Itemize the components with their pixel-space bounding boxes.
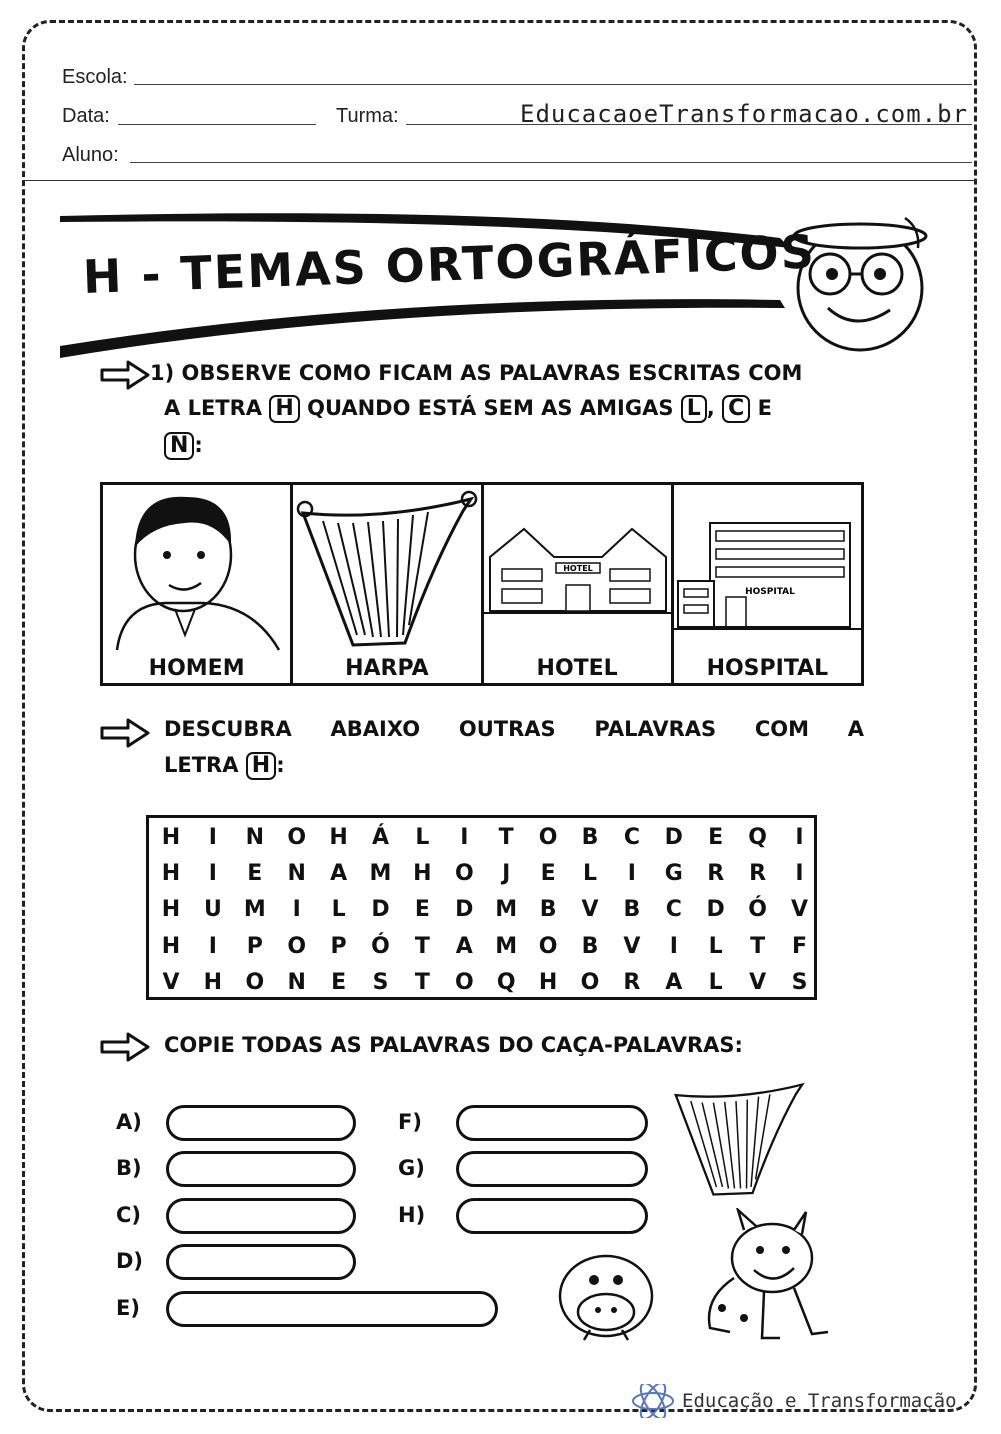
- word-search-letter[interactable]: A: [330, 861, 348, 887]
- data-label: Data:: [62, 105, 110, 127]
- instruction-1-line2: [164, 391, 772, 426]
- answer-box-f[interactable]: [456, 1105, 648, 1141]
- word-search-letter[interactable]: N: [245, 825, 264, 850]
- word-search-letter[interactable]: J: [502, 861, 511, 887]
- instruction-text: QUANDO ESTÁ SEM AS AMIGAS: [307, 396, 674, 420]
- word-search-letter[interactable]: D: [706, 897, 725, 923]
- letter-n-box: N: [164, 432, 194, 460]
- word-search-letter[interactable]: H: [329, 825, 348, 850]
- word-search-letter[interactable]: N: [287, 861, 306, 887]
- picture-label-harpa: HARPA: [345, 656, 429, 681]
- word-search-letter[interactable]: O: [287, 933, 307, 959]
- word-search-letter[interactable]: F: [791, 933, 808, 959]
- hippo-icon: [554, 1250, 658, 1346]
- word-search-letter[interactable]: P: [330, 933, 347, 959]
- answer-box-g[interactable]: [456, 1151, 648, 1187]
- header-separator: [22, 180, 977, 181]
- logo-icon: [630, 1384, 676, 1418]
- word-search-letter[interactable]: T: [414, 933, 430, 959]
- word-search-letter[interactable]: O: [245, 969, 265, 995]
- arrow-right-icon: [100, 1032, 150, 1062]
- escola-field[interactable]: [134, 84, 972, 85]
- word-search-letter[interactable]: L: [582, 861, 598, 887]
- pictures-row: [100, 482, 864, 686]
- word-search-letter[interactable]: D: [371, 897, 390, 923]
- instruction-1: [150, 356, 802, 391]
- picture-label-hospital: HOSPITAL: [706, 656, 829, 681]
- word-search-letter[interactable]: V: [581, 897, 599, 923]
- colon: :: [194, 433, 203, 457]
- word-search-letter[interactable]: L: [415, 825, 430, 850]
- word-search-letter[interactable]: O: [287, 825, 307, 850]
- word-search-letter[interactable]: C: [623, 825, 640, 850]
- word-search-letter[interactable]: O: [454, 861, 474, 887]
- word-search-letter[interactable]: V: [623, 933, 641, 959]
- word-search-letter[interactable]: A: [455, 933, 473, 959]
- instruction-3: COPIE TODAS AS PALAVRAS DO CAÇA-PALAVRAS:: [164, 1033, 743, 1057]
- word-search-letter[interactable]: I: [669, 933, 678, 959]
- letter-c-box: C: [722, 395, 750, 423]
- word-search-row: [149, 820, 814, 856]
- word-search-letter[interactable]: T: [498, 825, 514, 850]
- word-search-letter[interactable]: E: [331, 969, 347, 995]
- answer-box-d[interactable]: [166, 1244, 356, 1280]
- answer-label-a: A): [116, 1110, 142, 1134]
- word-search-letter[interactable]: M: [495, 897, 518, 923]
- word-search-grid: [146, 815, 817, 1000]
- word-search-letter[interactable]: O: [538, 825, 558, 850]
- answer-label-h: H): [398, 1203, 426, 1227]
- hotel-sign: HOTEL: [562, 564, 593, 573]
- picture-hotel: [484, 485, 674, 683]
- instruction-text: A LETRA: [164, 396, 263, 420]
- word-search-row: [149, 856, 814, 892]
- answer-box-h[interactable]: [456, 1198, 648, 1234]
- word-search-letter[interactable]: E: [247, 861, 263, 887]
- word-search-letter[interactable]: N: [287, 969, 306, 995]
- turma-label: Turma:: [336, 105, 399, 127]
- word-search-letter[interactable]: R: [707, 861, 725, 887]
- answer-label-d: D): [116, 1249, 144, 1273]
- word-search-letter[interactable]: O: [454, 969, 474, 995]
- footer-brand: Educação e Transformação: [682, 1390, 957, 1412]
- word-search-letter[interactable]: H: [538, 969, 558, 995]
- word-search-letter[interactable]: P: [246, 933, 263, 959]
- word-search-letter[interactable]: T: [414, 969, 430, 995]
- word-search-letter[interactable]: C: [665, 897, 682, 923]
- answer-label-b: B): [116, 1156, 142, 1180]
- word-search-letter[interactable]: E: [414, 897, 430, 923]
- picture-label-hotel: HOTEL: [536, 656, 618, 681]
- word-search-letter[interactable]: G: [664, 861, 683, 887]
- word-search-letter[interactable]: V: [162, 969, 180, 995]
- word-search-letter[interactable]: O: [580, 969, 600, 995]
- instruction-1-line3: [164, 428, 203, 463]
- man-icon: [103, 485, 291, 655]
- hospital-sign: HOSPITAL: [744, 587, 795, 597]
- arrow-right-icon: [100, 718, 150, 748]
- word-search-letter[interactable]: M: [243, 897, 266, 923]
- word-search-letter[interactable]: E: [708, 825, 724, 850]
- harp-icon: [293, 485, 481, 655]
- word-search-letter[interactable]: E: [540, 861, 556, 887]
- word-search-letter[interactable]: H: [161, 861, 181, 887]
- word-search-letter[interactable]: H: [203, 969, 223, 995]
- word-search-row: [149, 929, 814, 965]
- picture-label-homem: HOMEM: [148, 656, 245, 681]
- word-search-letter[interactable]: I: [627, 861, 636, 887]
- hotel-icon: [484, 485, 672, 655]
- word-search-letter[interactable]: Q: [496, 969, 516, 995]
- word-search-letter[interactable]: U: [203, 897, 222, 923]
- word-search-letter[interactable]: I: [208, 861, 217, 887]
- conjunction: E: [757, 396, 772, 420]
- word-search-letter[interactable]: H: [161, 825, 181, 850]
- word-search-letter[interactable]: L: [331, 897, 346, 923]
- word-search-letter[interactable]: S: [791, 969, 808, 995]
- comma: ,: [706, 396, 715, 420]
- word-search-letter[interactable]: R: [623, 969, 641, 995]
- page-title: H - TEMAS ORTOGRÁFICOS: [82, 224, 817, 304]
- word-search-letter[interactable]: R: [749, 861, 767, 887]
- hyena-icon: [694, 1208, 830, 1346]
- word-search-letter[interactable]: I: [460, 825, 469, 850]
- word-search-letter[interactable]: Q: [748, 825, 767, 850]
- word-search-row: [149, 965, 814, 1001]
- word-search-letter[interactable]: L: [708, 969, 723, 995]
- word-search-letter[interactable]: Ó: [371, 933, 390, 959]
- word-search-letter[interactable]: S: [372, 969, 389, 995]
- picture-harpa: [293, 485, 483, 683]
- aluno-field[interactable]: [130, 162, 972, 163]
- letter-l-box: L: [681, 395, 707, 423]
- website-url: EducacaoeTransformacao.com.br: [520, 100, 969, 128]
- letter-h-box: H: [246, 752, 276, 780]
- word-search-letter[interactable]: L: [708, 933, 723, 959]
- word-search-letter[interactable]: B: [581, 825, 599, 850]
- word-search-letter[interactable]: D: [455, 897, 474, 923]
- word-search-letter[interactable]: Á: [371, 825, 390, 850]
- harp-icon: [664, 1074, 814, 1202]
- picture-homem: [103, 485, 293, 683]
- arrow-right-icon: [100, 360, 150, 390]
- word-search-letter[interactable]: B: [539, 897, 557, 923]
- word-search-letter[interactable]: B: [623, 897, 641, 923]
- answer-box-b[interactable]: [166, 1151, 356, 1187]
- word-search-letter[interactable]: H: [161, 897, 181, 923]
- word-search-letter[interactable]: M: [369, 861, 392, 887]
- escola-label: Escola:: [62, 66, 128, 88]
- word-search-letter[interactable]: B: [581, 933, 599, 959]
- word-search-letter[interactable]: H: [413, 861, 432, 887]
- hospital-icon: [674, 485, 862, 655]
- colon: :: [276, 753, 285, 777]
- answer-box-e[interactable]: [166, 1291, 498, 1327]
- word-search-letter[interactable]: I: [292, 897, 301, 923]
- answer-box-a[interactable]: [166, 1105, 356, 1141]
- word-search-letter[interactable]: I: [795, 861, 804, 887]
- answer-label-g: G): [398, 1156, 425, 1180]
- letter-h-box: H: [269, 395, 299, 423]
- instruction-2-line1: DESCUBRA ABAIXO OUTRAS PALAVRAS COM A: [164, 717, 864, 741]
- word-search-letter[interactable]: I: [795, 825, 804, 850]
- word-search-row: [149, 892, 814, 928]
- instruction-1-line1: 1) OBSERVE COMO FICAM AS PALAVRAS ESCRITAS COM: [150, 361, 803, 385]
- aluno-label: Aluno:: [62, 144, 119, 166]
- answer-label-e: E): [116, 1296, 140, 1320]
- word-search-letter[interactable]: O: [538, 933, 558, 959]
- answer-label-f: F): [398, 1110, 422, 1134]
- word-search-letter[interactable]: M: [495, 933, 518, 959]
- instruction-2-line2: [164, 748, 285, 783]
- word-search-letter[interactable]: H: [161, 933, 181, 959]
- instruction-text: LETRA: [164, 753, 239, 777]
- word-search-letter[interactable]: Ó: [748, 897, 767, 923]
- picture-hospital: [674, 485, 861, 683]
- word-search-letter[interactable]: I: [208, 933, 217, 959]
- word-search-letter[interactable]: D: [664, 825, 683, 850]
- answer-label-c: C): [116, 1203, 142, 1227]
- word-search-letter[interactable]: V: [749, 969, 767, 995]
- answer-box-c[interactable]: [166, 1198, 356, 1234]
- word-search-letter[interactable]: I: [208, 825, 217, 850]
- word-search-letter[interactable]: A: [665, 969, 683, 995]
- word-search-letter[interactable]: V: [790, 897, 809, 923]
- word-search-letter[interactable]: T: [750, 933, 766, 959]
- data-field[interactable]: [118, 124, 316, 125]
